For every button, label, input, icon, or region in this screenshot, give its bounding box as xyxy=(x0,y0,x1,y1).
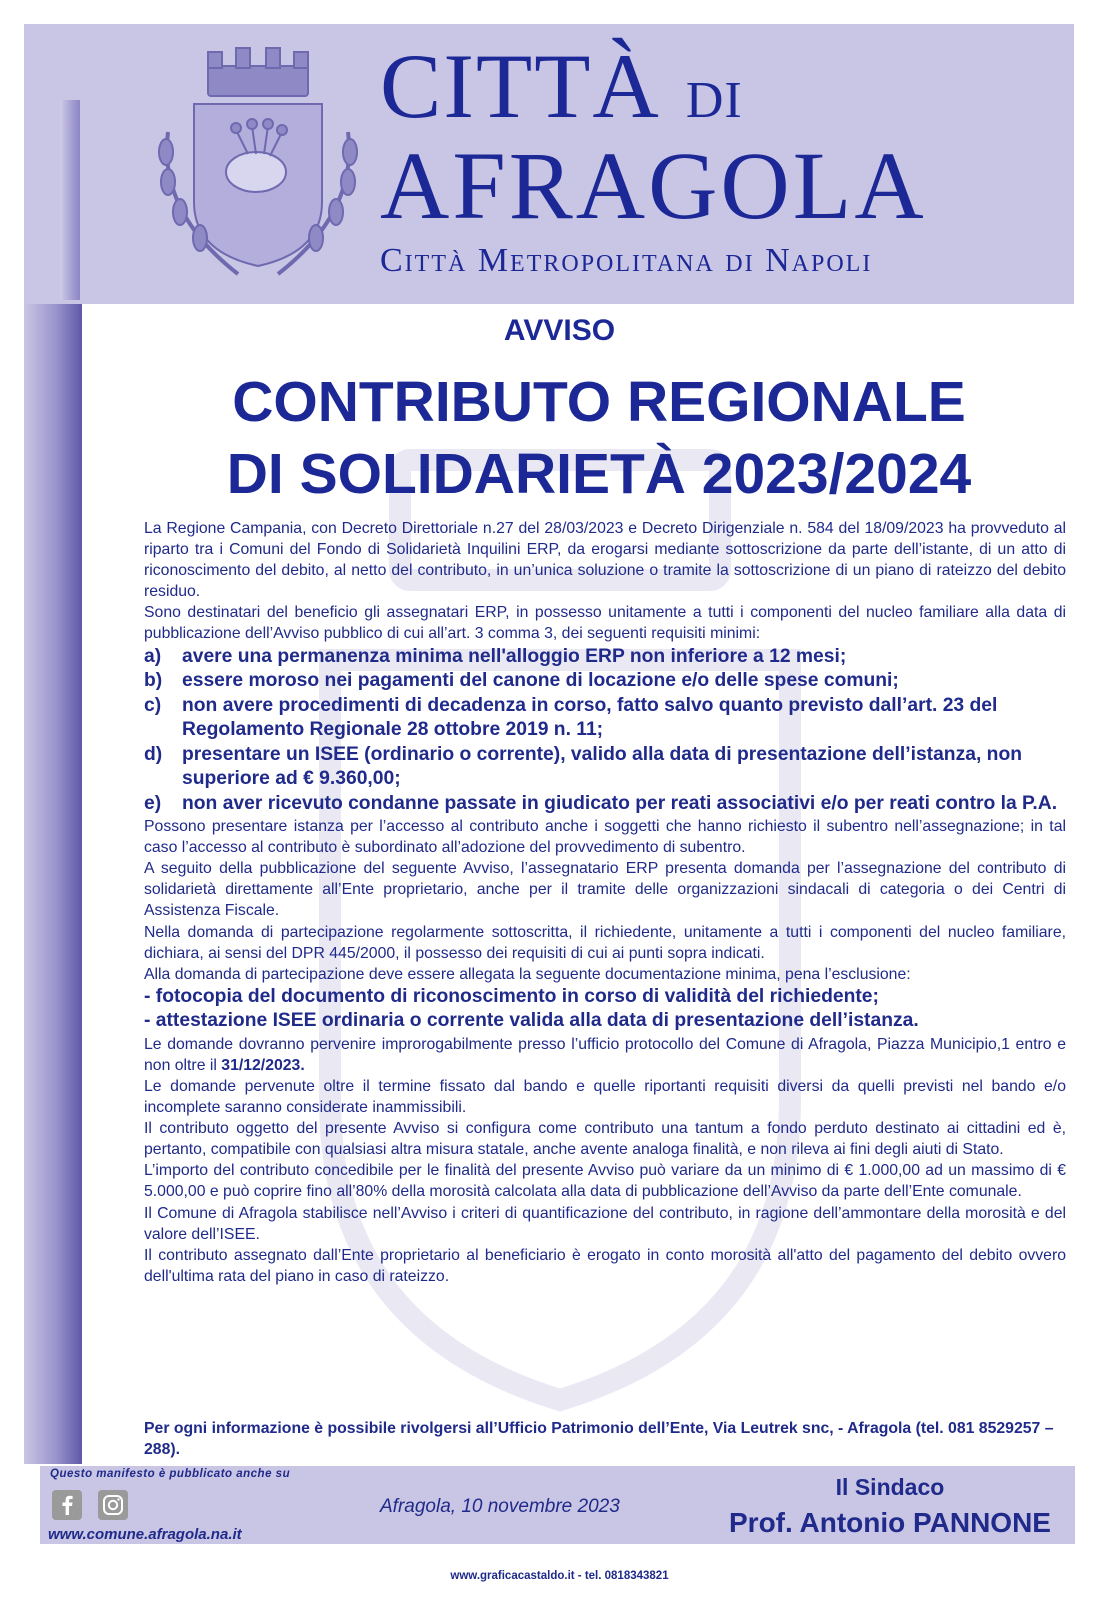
natura-paragraph: Il contributo oggetto del presente Avviso si configura come contributo una tantum a fondo perduto destinato ai cittadini ed è, pertanto, compatibile con qualsiasi altra misura statale, anche avente analoga finalità, e non rileva ai fini degli aiuti di Stato. xyxy=(144,1120,1066,1159)
list-item xyxy=(144,669,1066,694)
dichiara-paragraph: Nella domanda di partecipazione regolarmente sottoscritta, il richiedente, unitamente a tutti i componenti del nucleo familiare, dichiara, ai sensi del DPR 445/2000, il possesso dei requisiti di cui ai punti sopra indicati. xyxy=(144,923,1066,962)
list-item-marker: e) xyxy=(144,792,162,814)
list-item-marker: a) xyxy=(144,645,162,667)
published-note: Questo manifesto è pubblicato anche su xyxy=(50,1468,291,1480)
list-item xyxy=(144,743,1066,792)
subentro-paragraph: Possono presentare istanza per l’accesso al contributo anche i soggetti che hanno richiesto il subentro nell’assegnazione; in tal caso l’accesso al contributo è subordinato all’adozione del provvedimento di subentro. xyxy=(144,818,1066,857)
recipients-paragraph: Sono destinatari del beneficio gli assegnatari ERP, in possesso unitamente a tutti i componenti del nucleo familiare alla data di pubblicazione dell’Avviso pubblico di cui all’art. 3 comma 3, dei seguenti requisiti minimi: xyxy=(144,604,1066,643)
erogazione-paragraph: Il contributo assegnato dall’Ente proprietario al beneficiario è erogato in conto morosità all'atto del pagamento del debito ovvero dell'ultima rata del piano in caso di rateizzo. xyxy=(144,1246,1066,1285)
document-item: - attestazione ISEE ordinaria o corrente valida alla data di presentazione dell’istanza. xyxy=(144,1010,919,1032)
list-item-text: non avere procedimenti di decadenza in corso, fatto salvo quanto previsto dall’art. 23 del Regolamento Regionale 28 ottobre 2019 n. 11; xyxy=(182,694,998,741)
notice-body xyxy=(144,518,1066,1287)
list-item-marker: b) xyxy=(144,670,163,692)
deadline-text: Le domande dovranno pervenire improrogabilmente presso l’ufficio protocollo del Comune di Afragola, Piazza Municipio,1 entro e non oltre il xyxy=(144,1035,1066,1074)
website-link[interactable]: www.comune.afragola.na.it xyxy=(48,1526,242,1543)
city-word-text: CITTÀ xyxy=(380,35,661,137)
signer-role: Il Sindaco xyxy=(835,1474,945,1500)
notice-title xyxy=(84,366,1114,510)
list-item xyxy=(144,645,1066,670)
inammissibili-paragraph: Le domande pervenute oltre il termine fissato dal bando e quelle riportanti requisiti diversi da quelli previsti nel bando e/o incomplete saranno considerate inammissibili. xyxy=(144,1078,1066,1117)
di-word: DI xyxy=(685,72,743,129)
deadline-date: 31/12/2023. xyxy=(221,1056,305,1074)
importo-paragraph: L’importo del contributo concedibile per le finalità del presente Avviso può variare da un minimo di € 1.000,00 ad un massimo di € 5.000,00 e può coprire fino all’80% della morosità calcolata alla data di pubblicazione dell’Avviso da parte dell’Ente comunale. xyxy=(144,1162,1066,1201)
place-date: Afragola, 10 novembre 2023 xyxy=(380,1496,620,1517)
list-item xyxy=(144,694,1066,743)
list-item-marker: c) xyxy=(144,694,162,716)
city-word xyxy=(380,35,743,137)
printer-credit: www.graficacastaldo.it - tel. 0818343821 xyxy=(450,1570,669,1582)
criteri-paragraph: Il Comune di Afragola stabilisce nell’Avviso i criteri di quantificazione del contributo, in ragione dell’ammontare della morosità e del valore dell’ISEE. xyxy=(144,1204,1066,1243)
metro-subtitle: Città Metropolitana di Napoli xyxy=(380,242,873,279)
list-item xyxy=(144,792,1066,817)
coat-of-arms-icon xyxy=(148,42,368,282)
list-item-text: non aver ricevuto condanne passate in giudicato per reati associativi e/o per reati contro la P.A. xyxy=(182,792,1058,814)
signature-block xyxy=(700,1474,1080,1539)
decorative-bar xyxy=(60,100,80,300)
intro-paragraph: La Regione Campania, con Decreto Direttoriale n.27 del 28/03/2023 e Decreto Dirigenziale n. 584 del 18/09/2023 ha provveduto al riparto tra i Comuni del Fondo di Solidarietà Inquilini ERP, da erogarsi mediante sottoscrizione da parte dell’istante, di un atto di riconoscimento del debito, al netto del contributo, in un’unica soluzione o tramite la sottoscrizione di un piano di rateizzo del debito residuo. xyxy=(144,520,1066,601)
list-item-text: avere una permanenza minima nell'alloggio ERP non inferiore a 12 mesi; xyxy=(182,645,847,667)
notice-label: AVVISO xyxy=(503,314,616,347)
contact-info: Per ogni informazione è possibile rivolgersi all’Ufficio Patrimonio dell’Ente, Via Leutrek snc, - Afragola (tel. 081 8529257 – 288). xyxy=(144,1420,1054,1458)
notice-title-line: DI SOLIDARIETÀ 2023/2024 xyxy=(226,442,972,506)
list-item-marker: d) xyxy=(144,743,163,765)
city-name: AFRAGOLA xyxy=(380,132,927,239)
domanda-paragraph: A seguito della pubblicazione del seguente Avviso, l’assegnatario ERP presenta domanda per l’assegnazione del contributo di solidarietà direttamente all’Ente proprietario, anche per il tramite delle organizzazioni sindacali di categoria o dei Centri di Assistenza Fiscale. xyxy=(144,860,1066,920)
decorative-sidebar xyxy=(24,304,82,1464)
requirements-list xyxy=(144,645,1066,817)
facebook-icon[interactable] xyxy=(52,1490,82,1520)
list-item-text: presentare un ISEE (ordinario o corrente), valido alla data di presentazione dell’istanza, non superiore ad € 9.360,00; xyxy=(182,743,1022,790)
allegati-paragraph: Alla domanda di partecipazione deve essere allegata la seguente documentazione minima, pena l’esclusione: xyxy=(144,965,911,983)
document-item: - fotocopia del documento di riconoscimento in corso di validità del richiedente; xyxy=(144,985,879,1007)
instagram-icon[interactable] xyxy=(98,1490,128,1520)
notice-title-line: CONTRIBUTO REGIONALE xyxy=(232,370,966,434)
signer-name: Prof. Antonio PANNONE xyxy=(729,1507,1051,1538)
deadline-paragraph xyxy=(144,1034,1066,1076)
list-item-text: essere moroso nei pagamenti del canone di locazione e/o delle spese comuni; xyxy=(182,670,899,692)
